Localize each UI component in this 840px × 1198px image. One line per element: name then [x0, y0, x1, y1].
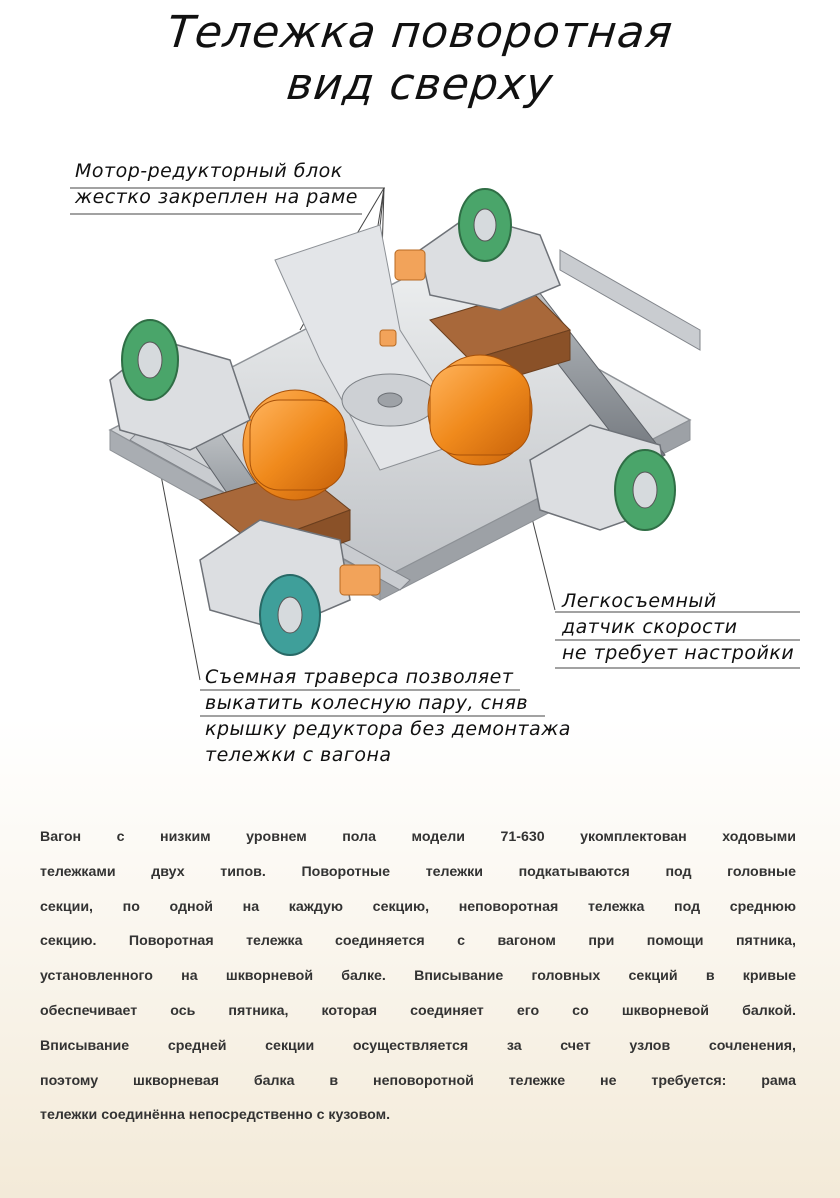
callout-sensor-line-2: датчик скорости	[562, 616, 738, 638]
description-line: Вписывание средней секции осуществляется за счет узлов сочленения,	[40, 1037, 796, 1054]
callout-sensor-line-1: Легкосъемный	[562, 590, 717, 612]
callout-motor-line-1: Мотор-редукторный блок	[75, 160, 343, 182]
description-line: поэтому шкворневая балка в неповоротной тележке не требуется: рама	[40, 1072, 796, 1089]
description-line: секции, по одной на каждую секцию, неповоротная тележка под среднюю	[40, 898, 796, 915]
callout-traverse-line-2: выкатить колесную пару, сняв	[205, 692, 529, 714]
callout-motor-line-2: жестко закреплен на раме	[75, 186, 358, 208]
callout-traverse-line-3: крышку редуктора без демонтажа	[205, 718, 571, 740]
description-line: тележками двух типов. Поворотные тележки подкатываются под головные	[40, 863, 796, 880]
description-line: установленного на шкворневой балке. Вписывание головных секций в кривые	[40, 968, 796, 985]
callout-speed-sensor	[562, 588, 794, 666]
description-line: тележки соединённа непосредственно с кузовом.	[40, 1107, 391, 1124]
description-paragraph	[40, 820, 796, 1133]
page-title-line-2: вид сверху	[284, 59, 556, 110]
description-line: Вагон с низким уровнем пола модели 71-630 укомплектован ходовыми	[40, 829, 796, 845]
callout-traverse-line-1: Съемная траверса позволяет	[205, 666, 514, 688]
callout-sensor-line-3: не требует настройки	[562, 642, 795, 664]
callout-traverse-line-4: тележки с вагона	[205, 744, 392, 766]
callout-traverse	[205, 664, 571, 768]
description-line: секцию. Поворотная тележка соединяется с вагоном при помощи пятника,	[40, 933, 796, 950]
description-line: обеспечивает ось пятника, которая соединяет его со шкворневой балкой.	[40, 1002, 796, 1019]
page-title-line-1: Тележка поворотная	[164, 7, 676, 58]
callout-motor-unit	[75, 158, 358, 210]
